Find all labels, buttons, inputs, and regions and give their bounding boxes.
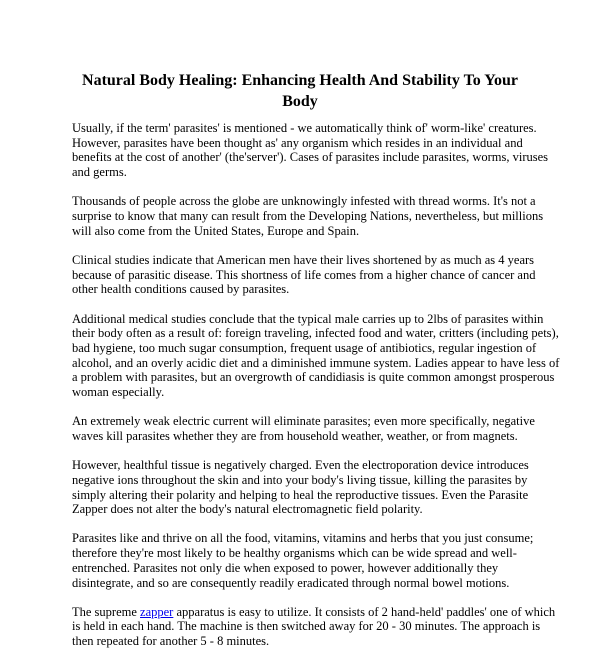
paragraph-line: a problem with parasites, but an overgrowth of candidiasis is quite common amongst prosperous (72, 370, 555, 385)
paragraph-line: surprise to know that many can result from the Developing Nations, nevertheless, but millions (72, 209, 544, 224)
paragraph-line: Usually, if the term' parasites' is mentioned - we automatically think of' worm-like' creatures. (72, 121, 537, 135)
title-line-2: Body (282, 93, 318, 110)
paragraph-line: woman especially. (72, 385, 165, 400)
paragraph-4 (72, 311, 560, 400)
paragraph-line: their body often as a result of: foreign traveling, infected food and water, critters (including pets), (72, 326, 559, 341)
paragraph-6 (72, 458, 532, 517)
document-title (70, 70, 530, 112)
paragraph-line: However, healthful tissue is negatively charged. Even the electroporation device introduces (72, 458, 529, 473)
paragraph-line: bad hygiene, too much sugar consumption, frequent usage of antibiotics, regular ingestion of (72, 340, 537, 355)
paragraph-line: benefits at the cost of another' (the'server'). Cases of parasites include parasites, worms, viruses (72, 150, 549, 165)
paragraph-line: disintegrate, and so are consequently readily eradicated through normal bowel motions. (72, 575, 510, 590)
paragraph-line: negative ions throughout the skin and into your body's living tissue, killing the parasites by (72, 472, 528, 487)
paragraph-line: will also come from the United States, Europe and Spain. (72, 223, 360, 238)
paragraph-line: entrenched. Parasites not only die when exposed to power, however additionally they (72, 560, 499, 575)
paragraph-3 (72, 252, 536, 297)
paragraph-7 (72, 531, 532, 590)
paragraph-5 (72, 414, 535, 443)
paragraph-line: and germs. (72, 165, 127, 180)
paragraph-line: Parasites like and thrive on all the food, vitamins, vitamins and herbs that you just consume; (72, 531, 534, 546)
paragraph-line: then repeated for another 5 - 8 minutes. (72, 634, 270, 649)
paragraph-1 (72, 121, 549, 180)
paragraph-2 (72, 194, 544, 238)
paragraph-line: Thousands of people across the globe are unknowingly infested with thread worms. It's not a (72, 194, 536, 209)
zapper-link[interactable]: zapper (140, 604, 174, 619)
paragraph-text: The supreme (72, 604, 141, 619)
paragraph-line (72, 604, 556, 620)
paragraph-line: waves kill parasites whether they are from household weather, weather, or from magnets. (72, 428, 518, 443)
paragraph-line: because of parasitic disease. This shortness of life comes from a higher chance of cancer and (72, 267, 536, 282)
paragraph-8 (72, 604, 556, 649)
paragraph-text: apparatus is easy to utilize. It consists of 2 hand-held' paddles' one of which (173, 604, 556, 619)
paragraph-line: other health conditions caused by parasites. (72, 282, 290, 297)
paragraph-line: However, parasites have been thought as' any organism which resides in an individual and (72, 135, 523, 150)
paragraph-line: is held in each hand. The machine is then switched away for 20 - 30 minutes. The approach is (72, 619, 541, 634)
paragraph-line: Clinical studies indicate that American men have their lives shortened by as much as 4 years (72, 252, 535, 267)
paragraph-line: Additional medical studies conclude that the typical male carries up to 2lbs of parasites within (72, 311, 544, 326)
paragraph-line: therefore they're most likely to be healthy organisms which can be wide spread and well- (72, 546, 517, 561)
document-body (72, 121, 560, 663)
paragraph-line: alcohol, and an overly acidic diet and a diminished immune system. Ladies appear to have less of (72, 355, 560, 370)
paragraph-line: Zapper does not alter the body's natural electromagnetic field polarity. (72, 502, 423, 517)
paragraph-line: simply altering their polarity and helping to heal the reproductive tissues. Even the Parasite (72, 487, 529, 502)
paragraph-line: An extremely weak electric current will eliminate parasites; even more specifically, negative (72, 414, 535, 429)
title-line-1: Natural Body Healing: Enhancing Health And Stability To Your (82, 72, 518, 89)
